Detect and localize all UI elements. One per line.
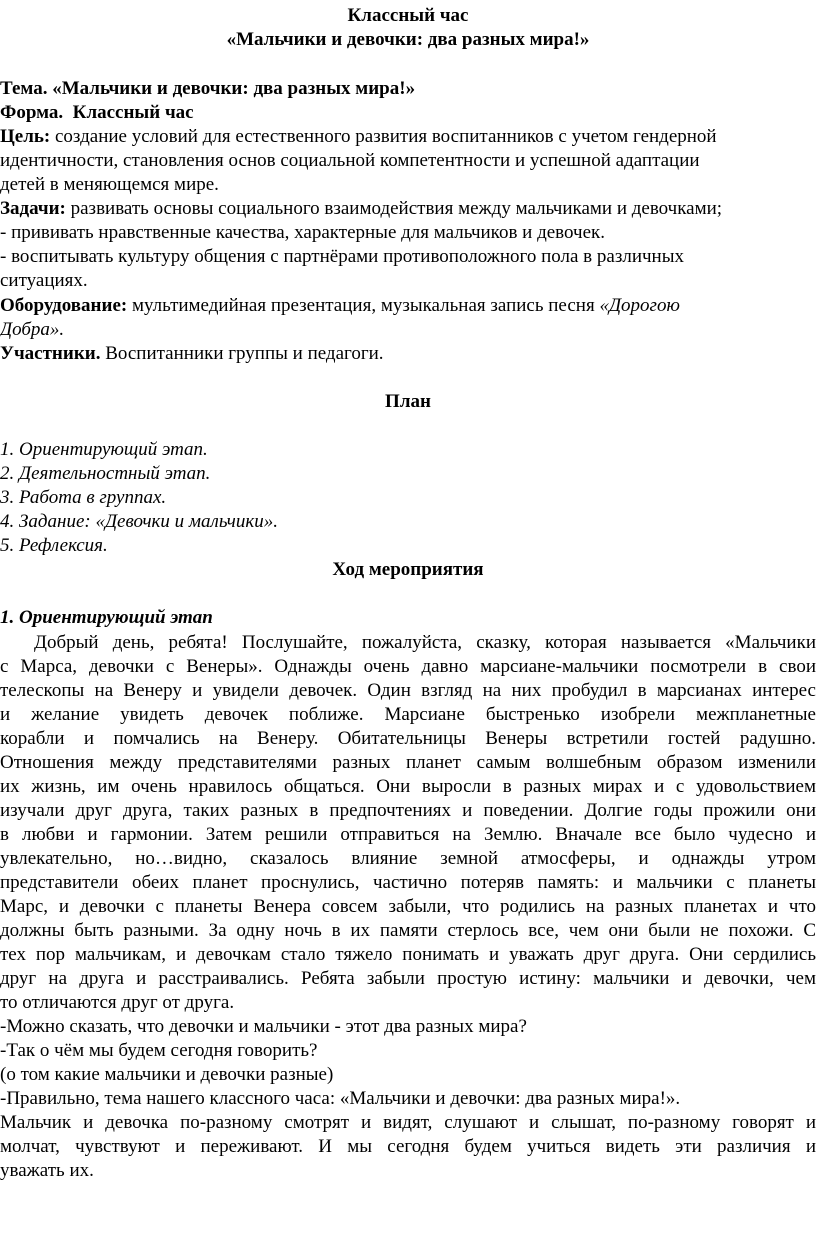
equipment-song-1: «Дорогою <box>599 295 680 316</box>
paragraph-line: представители обеих планет проснулись, частично потеряв память: и мальчики с планеты <box>0 872 816 893</box>
tasks-label: Задачи: <box>0 198 66 219</box>
paragraph-line: Добрый день, ребята! Послушайте, пожалуйста, сказку, которая называется «Мальчики <box>34 632 816 653</box>
paragraph-line: друг на друга и расстраивались. Ребята забыли простую истину: мальчики и девочки, чем <box>0 968 816 989</box>
equipment-song-2: Добра». <box>0 319 65 340</box>
document-subtitle: «Мальчики и девочки: два разных мира!» <box>226 29 590 50</box>
tasks-line-4: ситуациях. <box>0 270 88 291</box>
topic-line <box>0 77 415 101</box>
tasks-line-1 <box>0 197 722 221</box>
paragraph-line: увлекательно, но…видно, сказалось влияние земной атмосферы, и однажды утром <box>0 848 816 869</box>
goal-line-3: детей в меняющемся мире. <box>0 174 219 195</box>
form-line <box>0 101 194 125</box>
goal-line-1 <box>0 125 717 149</box>
tasks-text-1: развивать основы социального взаимодействия между мальчиками и девочками; <box>70 198 723 219</box>
participants-value: Воспитанники группы и педагоги. <box>105 343 384 364</box>
form-value: Классный час <box>72 102 194 123</box>
equipment-label: Оборудование: <box>0 295 128 316</box>
paragraph-line: их жизнь, им очень нравилось общаться. Они выросли в разных мирах и с удовольствием <box>0 776 816 797</box>
paragraph-line: и желание увидеть девочек поближе. Марсиане быстренько изобрели межпланетные <box>0 704 816 725</box>
dialog-line: молчат, чувствуют и переживают. И мы сегодня будем учиться видеть эти различия и <box>0 1136 816 1157</box>
dialog-line: -Можно сказать, что девочки и мальчики - этот два разных мира? <box>0 1016 527 1037</box>
topic-value: «Мальчики и девочки: два разных мира!» <box>52 78 416 99</box>
goal-text-1: создание условий для естественного развития воспитанников с учетом гендерной <box>55 126 717 147</box>
participants-label: Участники. <box>0 343 101 364</box>
section-title: 1. Ориентирующий этап <box>0 607 213 628</box>
document-title: Классный час <box>347 5 469 26</box>
participants-line <box>0 342 384 366</box>
paragraph-line: в любви и гармонии. Затем решили отправиться на Землю. Вначале все было чудесно и <box>0 824 816 845</box>
tasks-line-2: - прививать нравственные качества, характерные для мальчиков и девочек. <box>0 222 606 243</box>
paragraph-line: изучали друг друга, таких разных в предпочтениях и поведении. Долгие годы прожили они <box>0 800 816 821</box>
equipment-line-1 <box>0 294 680 318</box>
paragraph-line: с Марса, девочки с Венеры». Однажды очень давно марсиане-мальчики посмотрели в свои <box>0 656 816 677</box>
paragraph-line: корабли и помчались на Венеру. Обитательницы Венеры встретили гостей радушно. <box>0 728 816 749</box>
dialog-line: -Так о чём мы будем сегодня говорить? <box>0 1040 318 1061</box>
goal-label: Цель: <box>0 126 51 147</box>
paragraph-line: Отношения между представителями разных планет самым волшебным образом изменили <box>0 752 816 773</box>
tasks-line-3: - воспитывать культуру общения с партнёрами противоположного пола в различных <box>0 246 684 267</box>
plan-item: 3. Работа в группах. <box>0 487 167 508</box>
plan-item: 2. Деятельностный этап. <box>0 463 211 484</box>
event-heading: Ход мероприятия <box>332 559 484 580</box>
plan-heading: План <box>385 391 431 412</box>
dialog-line: Мальчик и девочка по-разному смотрят и видят, слушают и слышат, по-разному говорят и <box>0 1112 816 1133</box>
paragraph-line: Марс, и девочки с планеты Венера совсем забыли, что родились на разных планетах и что <box>0 896 816 917</box>
paragraph-line: тех пор мальчикам, и девочкам стало тяжело понимать и уважать друг друга. Они сердились <box>0 944 816 965</box>
dialog-line: уважать их. <box>0 1160 94 1181</box>
equipment-text: мультимедийная презентация, музыкальная запись песня <box>131 295 595 316</box>
dialog-line: (о том какие мальчики и девочки разные) <box>0 1064 334 1085</box>
paragraph-line: должны быть разными. За одну ночь в их памяти стерлось все, чем они были не похожи. С <box>0 920 816 941</box>
paragraph-line: телескопы на Венеру и увидели девочек. Один взгляд на них пробудил в марсианах интерес <box>0 680 816 701</box>
goal-line-2: идентичности, становления основ социальной компетентности и успешной адаптации <box>0 150 700 171</box>
form-label: Форма. <box>0 102 64 123</box>
plan-item: 5. Рефлексия. <box>0 535 108 556</box>
plan-item: 4. Задание: «Девочки и мальчики». <box>0 511 278 532</box>
plan-item: 1. Ориентирующий этап. <box>0 439 208 460</box>
topic-label: Тема. <box>0 78 48 99</box>
dialog-line: -Правильно, тема нашего классного часа: «Мальчики и девочки: два разных мира!». <box>0 1088 681 1109</box>
paragraph-line: то отличаются друг от друга. <box>0 992 235 1013</box>
